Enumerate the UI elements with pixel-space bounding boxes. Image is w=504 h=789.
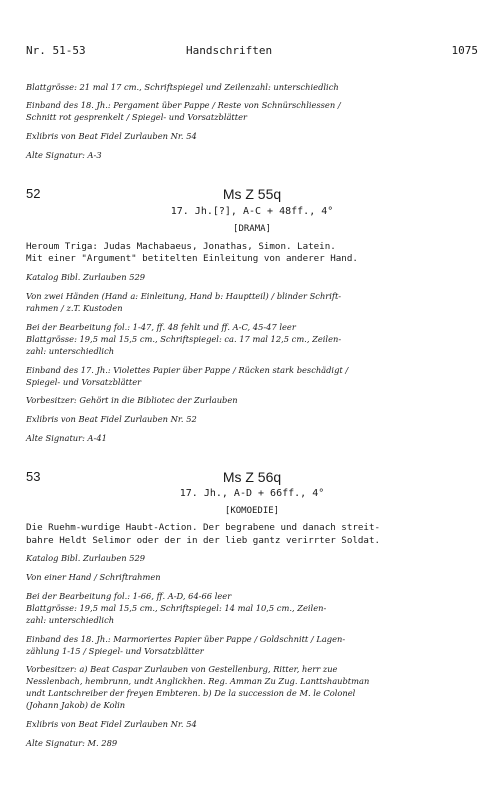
genre-label: [KOMOEDIE] — [224, 506, 280, 516]
description-line: (Johann Jakob) de Kolin — [26, 700, 126, 710]
description-line: Schnitt rot gesprenkelt / Spiegel- und Vorsatzblätter — [26, 112, 247, 122]
description-line: Blattgrösse: 19,5 mal 15,5 cm., Schriftspiegel: ca. 17 mal 12,5 cm., Zeilen- — [26, 334, 342, 344]
description-line: Vorbesitzer: Gehört in die Bibliotec der Zurlauben — [26, 395, 238, 405]
description-line: Einband des 18. Jh.: Pergament über Pappe / Reste von Schnürschliessen / — [26, 100, 341, 110]
description-line: Von einer Hand / Schriftrahmen — [26, 572, 161, 582]
description-line: Alte Signatur: A-3 — [26, 150, 102, 160]
description-line: zahl: unterschiedlich — [26, 346, 115, 356]
description-line: Katalog Bibl. Zurlauben 529 — [26, 553, 146, 563]
description-line: zahl: unterschiedlich — [26, 615, 115, 625]
description-line: Alte Signatur: M. 289 — [26, 738, 118, 748]
description-line: zählung 1-15 / Spiegel- und Vorsatzblätter — [26, 646, 204, 656]
header-page-number: 1075 — [451, 44, 478, 57]
description-line: Vorbesitzer: a) Beat Caspar Zurlauben von Gestellenburg, Ritter, herr zue — [26, 664, 338, 674]
genre-label: [DRAMA] — [233, 224, 271, 234]
description-line: Katalog Bibl. Zurlauben 529 — [26, 272, 146, 282]
description-line: Alte Signatur: A-41 — [26, 433, 107, 443]
entry-number: 52 — [26, 186, 41, 201]
shelfmark: Ms Z 56q — [222, 469, 282, 485]
shelfmark: Ms Z 55q — [222, 186, 282, 202]
header-entry-range: Nr. 51-53 — [26, 44, 86, 57]
description-line: Blattgrösse: 19,5 mal 15,5 cm., Schriftspiegel: 14 mal 10,5 cm., Zeilen- — [26, 603, 327, 613]
description-line: Von zwei Händen (Hand a: Einleitung, Hand b: Hauptteil) / blinder Schrift- — [26, 291, 342, 301]
title-line: bahre Heldt Selimor oder der in der lieb gantz verirrter Soldat. — [26, 535, 381, 546]
description-line: Bei der Bearbeitung fol.: 1-66, ff. A-D, 64-66 leer — [26, 591, 232, 601]
entry-dating: 17. Jh., A-D + 66ff., 4° — [179, 488, 325, 499]
description-line: Spiegel- und Vorsatzblätter — [26, 377, 142, 387]
title-line: Mit einer "Argument" betitelten Einleitung von anderer Hand. — [26, 253, 358, 264]
entry-dating: 17. Jh.[?], A-C + 48ff., 4° — [170, 206, 334, 217]
running-header — [0, 44, 504, 60]
description-line: Bei der Bearbeitung fol.: 1-47, ff. 48 fehlt und ff. A-C, 45-47 leer — [26, 322, 296, 332]
description-line: Blattgrösse: 21 mal 17 cm., Schriftspiegel und Zeilenzahl: unterschiedlich — [26, 82, 339, 92]
entry-number: 53 — [26, 469, 41, 484]
header-section-title: Handschriften — [186, 44, 273, 57]
description-line: Exlibris von Beat Fidel Zurlauben Nr. 52 — [26, 414, 197, 424]
description-line: Einband des 17. Jh.: Violettes Papier über Pappe / Rücken stark beschädigt / — [26, 365, 349, 375]
description-line: undt Lantschreiber der freyen Embteren. b) De la succession de M. le Colonel — [26, 688, 356, 698]
description-line: rahmen / z.T. Kustoden — [26, 303, 123, 313]
description-line: Exlibris von Beat Fidel Zurlauben Nr. 54 — [26, 719, 197, 729]
title-line: Heroum Triga: Judas Machabaeus, Jonathas, Simon. Latein. — [26, 241, 336, 252]
description-line: Nesslenbach, hembrunn, undt Anglickhen. Reg. Amman Zu Zug. Lanttshaubtman — [26, 676, 370, 686]
title-line: Die Ruehm-wurdige Haubt-Action. Der begrabene und danach streit- — [26, 522, 381, 533]
description-line: Exlibris von Beat Fidel Zurlauben Nr. 54 — [26, 131, 197, 141]
description-line: Einband des 18. Jh.: Marmoriertes Papier über Pappe / Goldschnitt / Lagen- — [26, 634, 346, 644]
